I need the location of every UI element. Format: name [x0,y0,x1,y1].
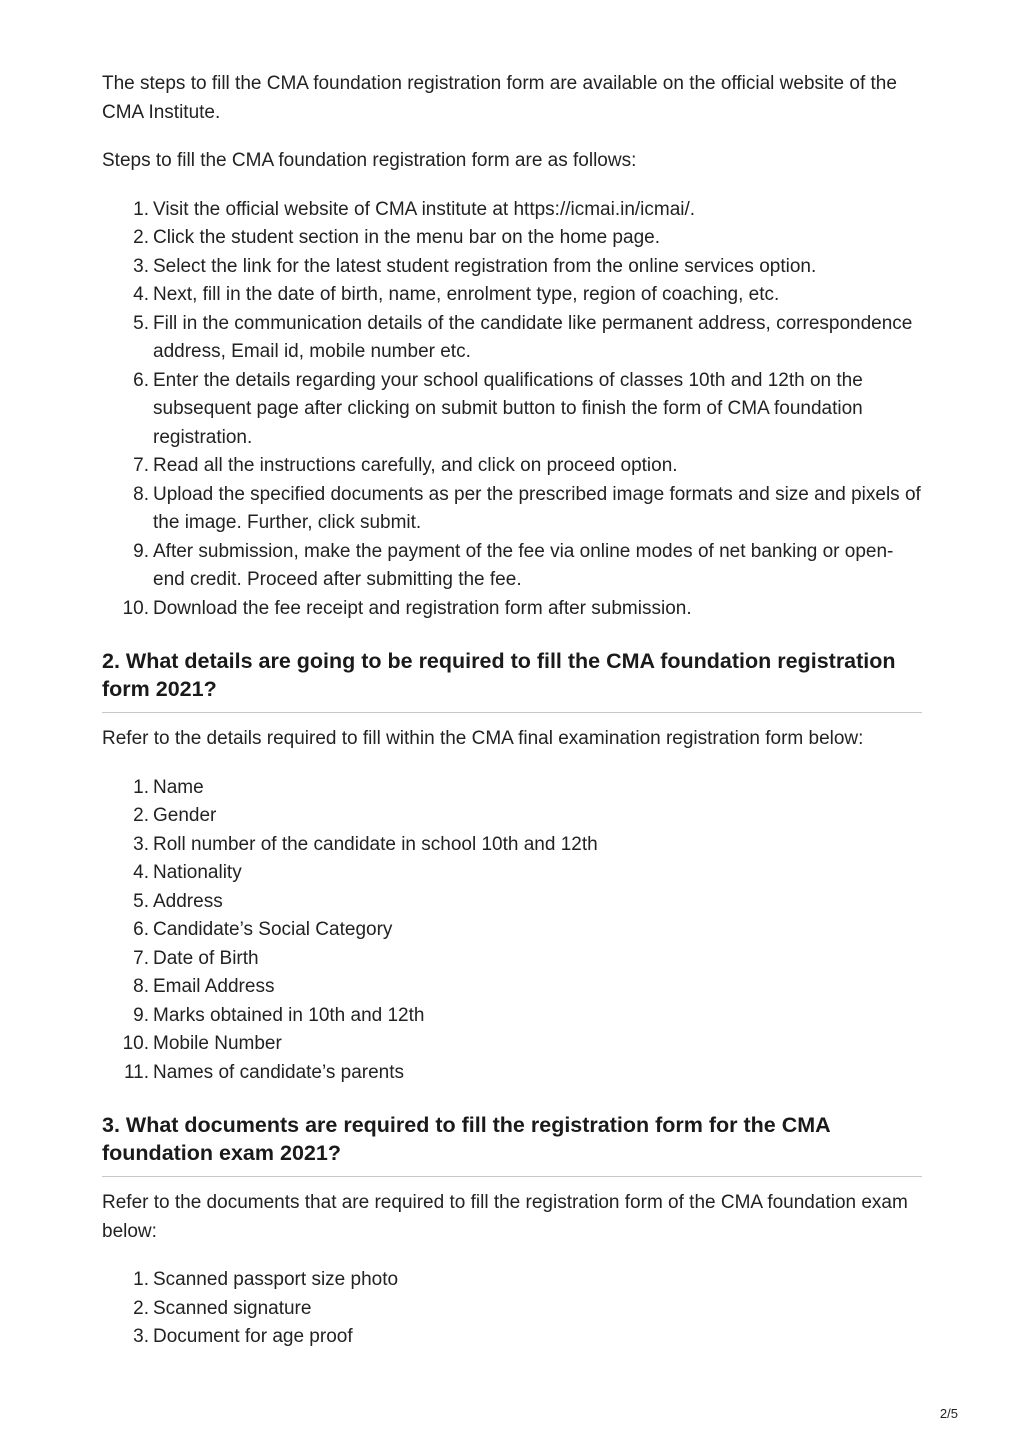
list-item [102,224,922,253]
list-item [102,945,922,974]
list-item-number: 3. [133,833,149,855]
list-item-text: Select the link for the latest student registration from the online services option. [153,255,817,277]
list-item [102,1295,922,1324]
list-item-text: Marks obtained in 10th and 12th [153,1004,425,1026]
list-item [102,1002,922,1031]
list-item-number: 6. [133,369,149,391]
list-item-number: 4. [133,862,149,883]
list-item [102,281,922,310]
list-item-text: Document for age proof [153,1326,353,1347]
list-item [102,888,922,917]
required-details-list [102,774,922,1088]
required-documents-list [102,1266,922,1352]
list-item [102,1030,922,1059]
list-item-text: Candidate’s Social Category [153,919,393,940]
list-item-number: 2. [133,805,149,826]
list-item-text: Click the student section in the menu bar on the home page. [153,227,660,248]
list-item-text: Name [153,776,204,798]
page-number: 2/5 [939,1406,958,1421]
list-item-text: Gender [153,805,217,826]
list-item-text: Date of Birth [153,947,259,969]
list-item-text: Email Address [153,976,275,997]
list-item [102,1059,922,1088]
list-item-number: 2. [133,1297,149,1319]
intro-paragraph: The steps to fill the CMA foundation registration form are available on the official website of the CMA Institute. [102,73,897,123]
list-item-number: 10. [122,1033,149,1054]
list-item-number: 5. [133,312,149,334]
list-item-number: 3. [133,1326,149,1347]
list-item-number: 9. [133,1004,149,1026]
list-item [102,916,922,945]
list-item-text: Visit the official website of CMA institute at https://icmai.in/icmai/. [153,198,696,220]
list-item-number: 11. [123,1061,149,1083]
list-item-text: Next, fill in the date of birth, name, enrolment type, region of coaching, etc. [153,284,780,305]
list-item-text: Read all the instructions carefully, and click on proceed option. [153,455,678,476]
list-item-number: 4. [133,284,149,305]
steps-list [102,196,922,624]
list-item-number: 1. [133,776,149,798]
list-item [102,1323,922,1352]
list-item-text: Download the fee receipt and registration form after submission. [153,597,692,619]
list-item-text: Names of candidate’s parents [153,1061,405,1083]
list-item [102,196,922,225]
list-item [102,367,922,453]
list-item [102,859,922,888]
list-item-number: 3. [133,255,149,277]
list-item [102,452,922,481]
list-item [102,310,922,367]
section-2-lead: Refer to the details required to fill within the CMA final examination registration form below: [102,728,864,749]
list-item [102,831,922,860]
list-item-number: 1. [133,1269,149,1290]
list-item-number: 2. [133,227,149,248]
list-item-number: 7. [133,455,149,476]
list-item [102,595,922,624]
list-item-number: 7. [133,947,149,969]
list-item-text: Scanned signature [153,1297,312,1319]
list-item-text: Scanned passport size photo [153,1269,399,1290]
list-item-text: After submission, make the payment of the fee via online modes of net banking or open-end credit. Proceed after submitting the fee. [153,540,894,590]
list-item [102,1266,922,1295]
list-item [102,774,922,803]
section-2-heading: 2. What details are going to be required to fill the CMA foundation registration form 2021? [102,648,922,713]
list-item-number: 1. [133,198,149,220]
list-item-text: Nationality [153,862,242,883]
list-item [102,538,922,595]
list-item-text: Enter the details regarding your school qualifications of classes 10th and 12th on the subsequent page after clicking on submit button to finish the form of CMA foundation registration. [153,369,863,448]
list-item [102,802,922,831]
list-item-number: 8. [133,976,149,997]
list-item-text: Upload the specified documents as per the prescribed image formats and size and pixels of the image. Further, click submit. [153,483,921,533]
list-item [102,973,922,1002]
list-item-text: Mobile Number [153,1033,282,1054]
document-page [102,70,922,1352]
list-item-number: 6. [133,919,149,940]
section-3-lead: Refer to the documents that are required to fill the registration form of the CMA foundation exam below: [102,1192,908,1242]
list-item-number: 10. [122,597,149,619]
steps-lead-paragraph: Steps to fill the CMA foundation registration form are as follows: [102,150,637,171]
list-item-text: Address [153,890,223,912]
list-item-number: 9. [133,540,149,562]
section-3-heading: 3. What documents are required to fill the registration form for the CMA foundation exam 2021? [102,1112,922,1177]
list-item-number: 5. [133,890,149,912]
list-item-number: 8. [133,483,149,505]
list-item-text: Fill in the communication details of the candidate like permanent address, correspondence address, Email id, mobile number etc. [153,312,913,362]
list-item [102,253,922,282]
list-item [102,481,922,538]
list-item-text: Roll number of the candidate in school 10th and 12th [153,833,598,855]
